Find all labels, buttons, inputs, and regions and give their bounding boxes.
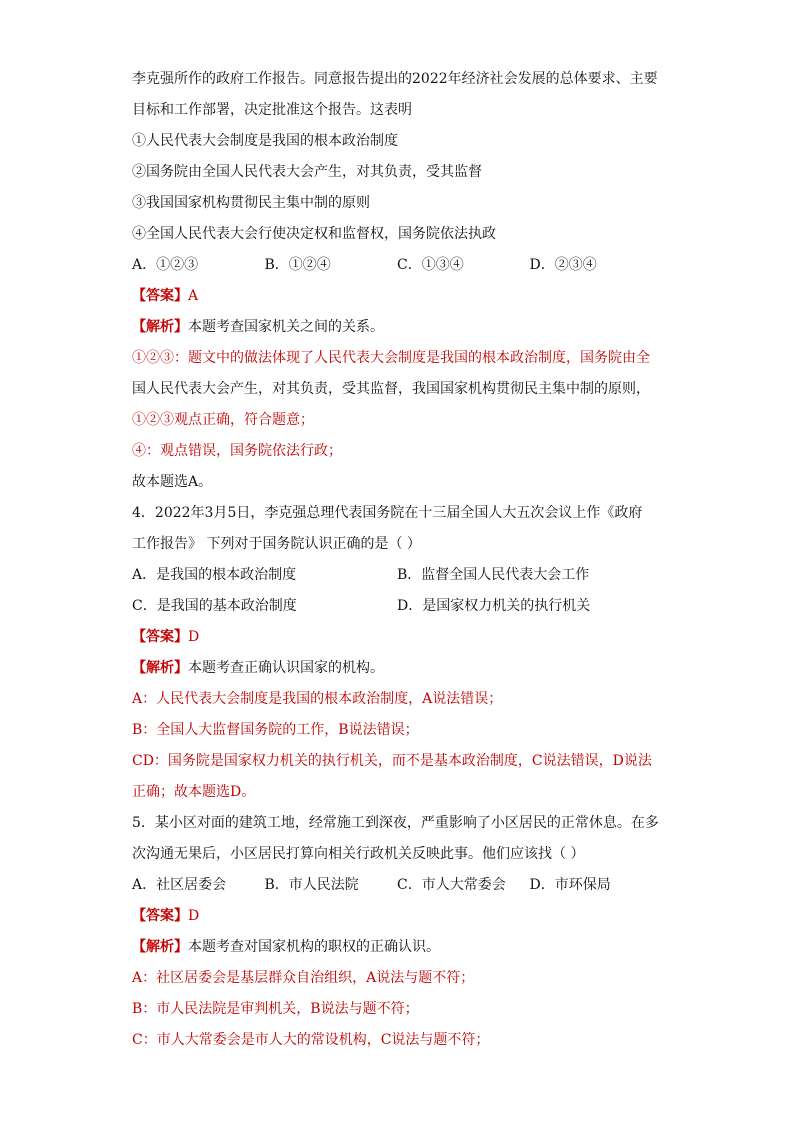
q3-analysis-line-4: ④：观点错误，国务院依法行政； — [132, 443, 342, 459]
q3-analysis-line-3: ①②③观点正确，符合题意； — [132, 412, 314, 428]
analysis-intro-text: 本题考查对国家机构的职权的正确认识。 — [188, 939, 440, 955]
q3-analysis-line-2: 国人民代表大会产生，对其负责，受其监督，我国国家机构贯彻民主集中制的原则， — [132, 381, 650, 397]
q3-option-b: B．①②④ — [264, 257, 331, 273]
answer-value: D — [188, 629, 200, 645]
analysis-intro-text: 本题考查国家机关之间的关系。 — [188, 319, 384, 335]
q5-option-b: B．市人民法院 — [264, 877, 359, 893]
document-page — [132, 64, 662, 1056]
analysis-intro-text: 本题考查正确认识国家的机构。 — [188, 660, 384, 676]
q3-item-3: ③我国国家机构贯彻民主集中制的原则 — [132, 195, 370, 211]
answer-label: 【答案】 — [132, 288, 188, 304]
q5-analysis-line-1: A：社区居委会是基层群众自治组织，A说法与题不符； — [132, 970, 475, 986]
q5-options — [132, 870, 662, 901]
analysis-label: 【解析】 — [132, 660, 188, 676]
q3-analysis-line-1: ①②③：题文中的做法体现了人民代表大会制度是我国的根本政治制度，国务院由全 — [132, 350, 650, 366]
q4-option-a: A．是我国的根本政治制度 — [132, 567, 297, 583]
q4-option-c: C．是我国的基本政治制度 — [132, 598, 297, 614]
q4-options-row-2 — [132, 591, 662, 622]
q4-stem-line-2: 工作报告》 下列对于国务院认识正确的是（ ） — [132, 536, 421, 552]
q4-stem-line-1: 4．2022年3月5日，李克强总理代表国务院在十三届全国人大五次会议上作《政府 — [132, 505, 643, 521]
q3-answer — [132, 281, 662, 312]
q4-option-d: D．是国家权力机关的执行机关 — [397, 598, 591, 614]
q5-stem-line-1: 5．某小区对面的建筑工地，经常施工到深夜，严重影响了小区居民的正常休息。在多 — [132, 815, 659, 831]
q3-item-2: ②国务院由全国人民代表大会产生，对其负责，受其监督 — [132, 164, 482, 180]
q3-item-4: ④全国人民代表大会行使决定权和监督权，国务院依法执政 — [132, 226, 496, 242]
answer-value: A — [188, 288, 199, 304]
q3-stem-line-1: 李克强所作的政府工作报告。同意报告提出的2022年经济社会发展的总体要求、主要 — [132, 71, 658, 87]
analysis-label: 【解析】 — [132, 319, 188, 335]
q4-options-row-1 — [132, 560, 662, 591]
q4-analysis-intro — [132, 653, 662, 684]
q5-analysis-line-2: B：市人民法院是审判机关，B说法与题不符； — [132, 1001, 419, 1017]
answer-label: 【答案】 — [132, 629, 188, 645]
q5-option-c: C．市人大常委会 — [397, 877, 506, 893]
analysis-label: 【解析】 — [132, 939, 188, 955]
q3-options — [132, 250, 662, 281]
answer-label: 【答案】 — [132, 908, 188, 924]
q4-analysis-line-2: B：全国人大监督国务院的工作，B说法错误； — [132, 722, 419, 738]
q3-option-a: A．①②③ — [132, 257, 199, 273]
answer-value: D — [188, 908, 200, 924]
q4-option-b: B．监督全国人民代表大会工作 — [397, 567, 590, 583]
q4-analysis-line-4: 正确；故本题选D。 — [132, 784, 256, 800]
q5-analysis-intro — [132, 932, 662, 963]
q3-option-d: D．②③④ — [529, 257, 597, 273]
q3-stem-line-2: 目标和工作部署，决定批准这个报告。这表明 — [132, 102, 412, 118]
q5-option-d: D．市环保局 — [529, 877, 611, 893]
q5-analysis-line-3: C：市人大常委会是市人大的常设机构，C说法与题不符； — [132, 1032, 490, 1048]
q4-analysis-line-1: A：人民代表大会制度是我国的根本政治制度，A说法错误； — [132, 691, 503, 707]
q3-conclusion: 故本题选A。 — [132, 474, 213, 490]
q3-analysis-intro — [132, 312, 662, 343]
q3-option-c: C．①③④ — [397, 257, 464, 273]
q5-answer — [132, 901, 662, 932]
q4-answer — [132, 622, 662, 653]
q4-analysis-line-3: CD：国务院是国家权力机关的执行机关，而不是基本政治制度，C说法错误，D说法 — [132, 753, 652, 769]
q5-option-a: A．社区居委会 — [132, 877, 227, 893]
q3-item-1: ①人民代表大会制度是我国的根本政治制度 — [132, 133, 398, 149]
q5-stem-line-2: 次沟通无果后，小区居民打算向相关行政机关反映此事。他们应该找（ ） — [132, 846, 585, 862]
